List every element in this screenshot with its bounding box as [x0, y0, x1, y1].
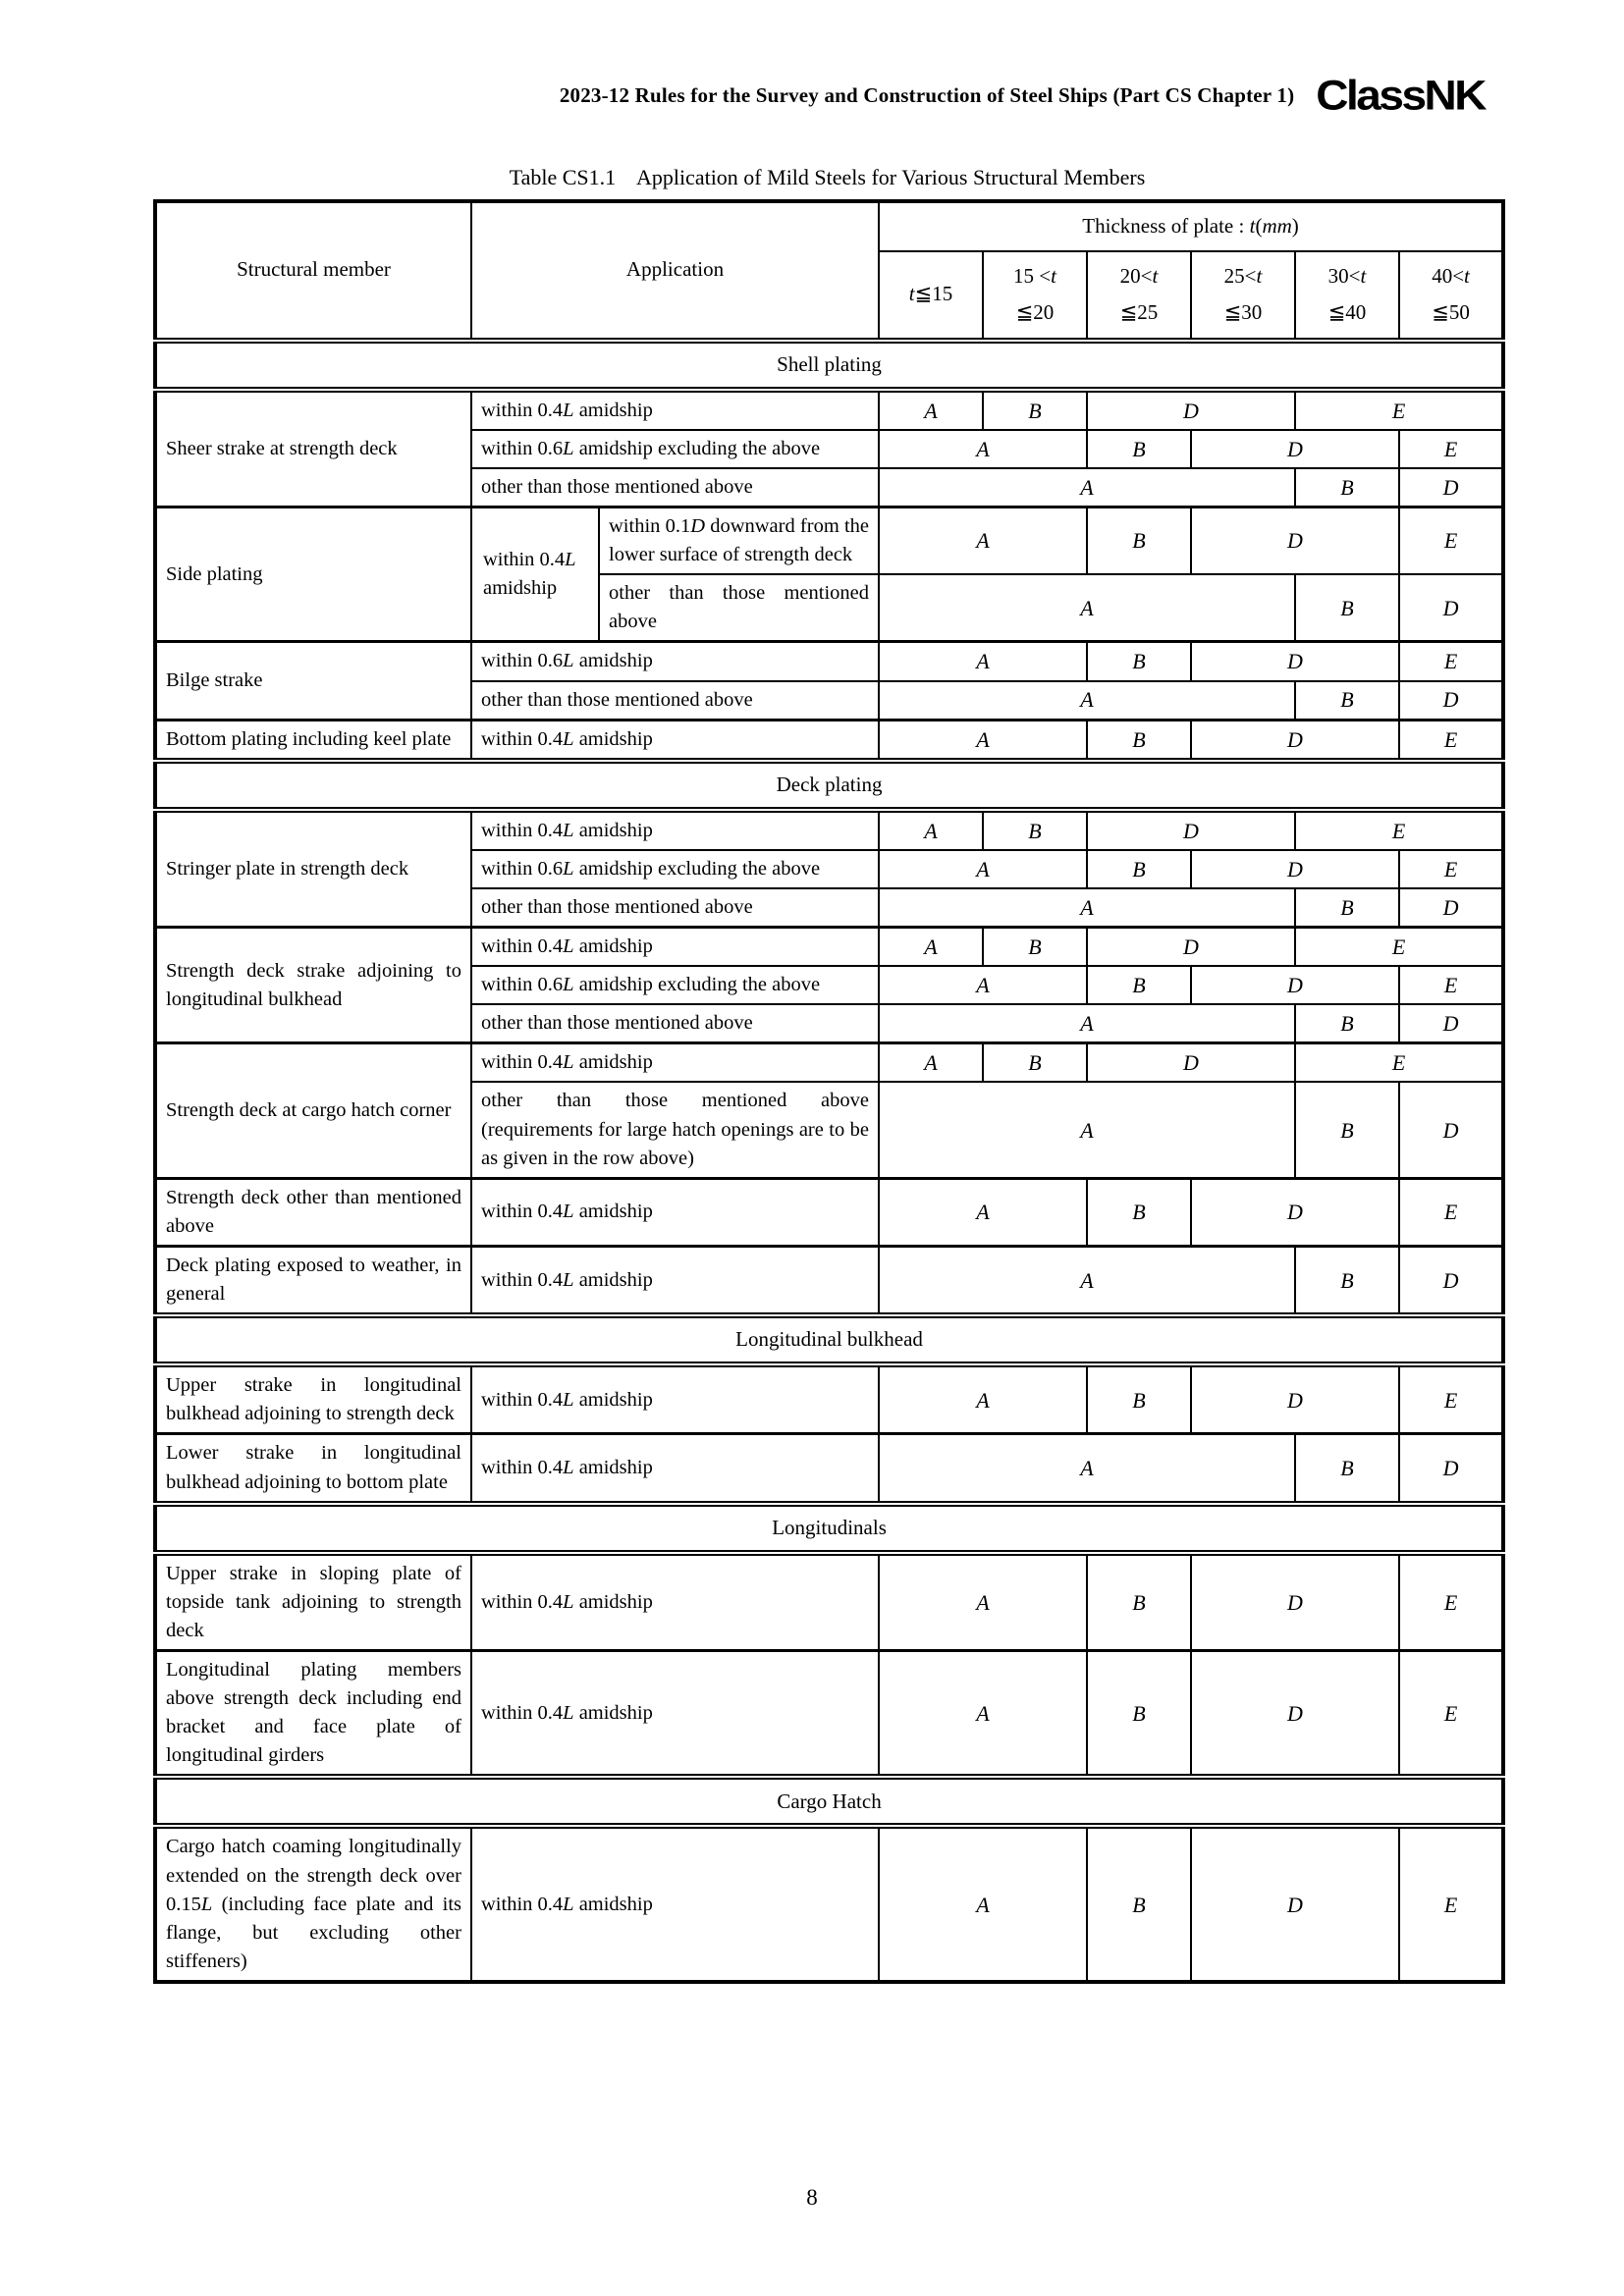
structural-member-cell: Side plating — [155, 507, 471, 641]
grade-cell: B — [1295, 888, 1399, 928]
grade-cell: D — [1399, 681, 1503, 721]
application-cell: within 0.1D downward from the lower surface of strength deck — [599, 507, 879, 574]
grade-cell: B — [1295, 1082, 1399, 1178]
application-cell: within 0.4L amidship — [471, 1043, 879, 1083]
application-cell: within 0.4L amidship — [471, 1553, 879, 1651]
grade-cell: A — [879, 888, 1295, 928]
grade-cell: D — [1191, 430, 1399, 468]
col-header-thickness-range: 25<t ≦30 — [1191, 251, 1295, 341]
grade-cell: B — [1087, 1553, 1191, 1651]
table-row — [155, 1043, 1503, 1083]
grade-cell: E — [1399, 966, 1503, 1004]
grade-cell: A — [879, 1434, 1295, 1504]
application-cell: within 0.6L amidship excluding the above — [471, 966, 879, 1004]
grade-cell: A — [879, 1364, 1087, 1434]
grade-cell: B — [983, 810, 1087, 850]
section-header: Shell plating — [155, 341, 1503, 390]
grade-cell: A — [879, 1826, 1087, 1982]
grade-cell: B — [1295, 1434, 1399, 1504]
grade-cell: D — [1399, 1004, 1503, 1043]
structural-member-cell: Bilge strake — [155, 642, 471, 720]
table-row — [155, 1364, 1503, 1434]
grade-cell: B — [983, 1043, 1087, 1083]
grade-cell: A — [879, 507, 1087, 574]
table-row — [155, 928, 1503, 967]
grade-cell: E — [1399, 1364, 1503, 1434]
grade-cell: A — [879, 642, 1087, 681]
grade-cell: B — [1087, 966, 1191, 1004]
table-row — [155, 390, 1503, 430]
grade-cell: A — [879, 810, 983, 850]
grade-cell: B — [1295, 681, 1399, 721]
grade-cell: D — [1399, 1434, 1503, 1504]
table-row — [155, 1651, 1503, 1778]
grade-cell: E — [1295, 390, 1503, 430]
section-header: Deck plating — [155, 761, 1503, 810]
table-row — [155, 642, 1503, 681]
grade-cell: B — [1087, 720, 1191, 761]
structural-member-cell: Stringer plate in strength deck — [155, 810, 471, 928]
grade-cell: B — [1295, 574, 1399, 642]
grade-cell: B — [983, 390, 1087, 430]
application-cell: within 0.4L amidship — [471, 1247, 879, 1316]
col-header-thickness-range: 40<t ≦50 — [1399, 251, 1503, 341]
grade-cell: A — [879, 1247, 1295, 1316]
application-cell: within 0.4L amidship — [471, 1364, 879, 1434]
grade-cell: D — [1399, 888, 1503, 928]
grade-cell: A — [879, 681, 1295, 721]
col-header-thickness-range: 30<t ≦40 — [1295, 251, 1399, 341]
grade-cell: B — [983, 928, 1087, 967]
page-number: 8 — [806, 2185, 818, 2210]
section-band-row — [155, 1777, 1503, 1826]
grade-cell: A — [879, 1651, 1087, 1778]
structural-member-cell: Upper strake in longitudinal bulkhead adjoining to strength deck — [155, 1364, 471, 1434]
table-row — [155, 1178, 1503, 1246]
application-cell: within 0.4L amidship — [471, 1434, 879, 1504]
table-title: Table CS1.1 Application of Mild Steels for Various Structural Members — [509, 165, 1146, 189]
grade-cell: E — [1295, 1043, 1503, 1083]
application-cell: within 0.4L amidship — [471, 390, 879, 430]
table-row — [155, 1553, 1503, 1651]
application-cell: within 0.6L amidship excluding the above — [471, 430, 879, 468]
grade-cell: A — [879, 1043, 983, 1083]
grade-cell: A — [879, 720, 1087, 761]
application-cell: other than those mentioned above — [471, 888, 879, 928]
grade-cell: E — [1399, 1826, 1503, 1982]
grade-cell: D — [1087, 1043, 1295, 1083]
grade-cell: B — [1087, 642, 1191, 681]
grade-cell: D — [1191, 1178, 1399, 1246]
grade-cell: A — [879, 1178, 1087, 1246]
grade-cell: E — [1399, 507, 1503, 574]
grade-cell: B — [1295, 1247, 1399, 1316]
grade-cell: D — [1399, 1247, 1503, 1316]
grade-cell: D — [1191, 1553, 1399, 1651]
grade-cell: A — [879, 850, 1087, 888]
grade-cell: B — [1295, 1004, 1399, 1043]
application-cell: within 0.6L amidship excluding the above — [471, 850, 879, 888]
grade-cell: D — [1191, 966, 1399, 1004]
application-cell: other than those mentioned above — [471, 468, 879, 507]
grade-cell: B — [1087, 1178, 1191, 1246]
section-band-row — [155, 1315, 1503, 1364]
grade-cell: A — [879, 468, 1295, 507]
table-row — [155, 1434, 1503, 1504]
application-cell: within 0.4L amidship — [471, 1826, 879, 1982]
grade-cell: D — [1191, 1826, 1399, 1982]
grade-cell: D — [1191, 1364, 1399, 1434]
grade-cell: E — [1399, 642, 1503, 681]
application-cell: within 0.4L amidship — [471, 1178, 879, 1246]
structural-member-cell: Strength deck at cargo hatch corner — [155, 1043, 471, 1178]
grade-cell: A — [879, 430, 1087, 468]
table-row — [155, 1247, 1503, 1316]
grade-cell: D — [1191, 1651, 1399, 1778]
col-header-application: Application — [471, 201, 879, 341]
application-cell: other than those mentioned above — [471, 1004, 879, 1043]
section-band-row — [155, 341, 1503, 390]
grade-cell: D — [1087, 390, 1295, 430]
structural-member-cell: Strength deck strake adjoining to longitudinal bulkhead — [155, 928, 471, 1043]
grade-cell: E — [1399, 1651, 1503, 1778]
grade-cell: D — [1191, 850, 1399, 888]
grade-cell: D — [1399, 574, 1503, 642]
classnk-logo: ClassNK — [1316, 72, 1485, 119]
section-band-row — [155, 761, 1503, 810]
grade-cell: A — [879, 928, 983, 967]
section-header: Longitudinal bulkhead — [155, 1315, 1503, 1364]
table-row — [155, 1826, 1503, 1982]
structural-member-cell: Lower strake in longitudinal bulkhead adjoining to bottom plate — [155, 1434, 471, 1504]
application-cell: other than those mentioned above (requirements for large hatch openings are to be as given in the row above) — [471, 1082, 879, 1178]
grade-cell: D — [1087, 810, 1295, 850]
col-header-thickness-range: 15 <t ≦20 — [983, 251, 1087, 341]
grade-cell: A — [879, 1082, 1295, 1178]
grade-cell: A — [879, 966, 1087, 1004]
grade-cell: A — [879, 574, 1295, 642]
grade-cell: E — [1399, 1553, 1503, 1651]
application-cell: within 0.4L amidship — [471, 1651, 879, 1778]
application-cell: other than those mentioned above — [599, 574, 879, 642]
application-cell: within 0.4L amidship — [471, 810, 879, 850]
structural-member-cell: Deck plating exposed to weather, in general — [155, 1247, 471, 1316]
structural-member-cell: Longitudinal plating members above strength deck including end bracket and face plate of longitudinal girders — [155, 1651, 471, 1778]
grade-cell: B — [1087, 507, 1191, 574]
col-header-thickness-range: t≦15 — [879, 251, 983, 341]
col-header-structural-member: Structural member — [155, 201, 471, 341]
mild-steel-application-table — [153, 199, 1505, 1984]
grade-cell: D — [1191, 642, 1399, 681]
application-cell: other than those mentioned above — [471, 681, 879, 721]
grade-cell: B — [1087, 850, 1191, 888]
grade-cell: B — [1087, 1826, 1191, 1982]
grade-cell: E — [1399, 430, 1503, 468]
header-row-main — [155, 201, 1503, 251]
section-header: Cargo Hatch — [155, 1777, 1503, 1826]
structural-member-cell: Strength deck other than mentioned above — [155, 1178, 471, 1246]
table-row — [155, 720, 1503, 761]
grade-cell: E — [1295, 928, 1503, 967]
application-cell: within 0.4L amidship — [471, 720, 879, 761]
grade-cell: B — [1087, 430, 1191, 468]
rules-header-text: 2023-12 Rules for the Survey and Construction of Steel Ships (Part CS Chapter 1) — [559, 82, 1295, 107]
table-row — [155, 507, 1503, 574]
grade-cell: B — [1087, 1651, 1191, 1778]
structural-member-cell: Upper strake in sloping plate of topside tank adjoining to strength deck — [155, 1553, 471, 1651]
grade-cell: E — [1399, 1178, 1503, 1246]
grade-cell: A — [879, 1553, 1087, 1651]
grade-cell: E — [1295, 810, 1503, 850]
grade-cell: A — [879, 390, 983, 430]
grade-cell: E — [1399, 850, 1503, 888]
grade-cell: D — [1087, 928, 1295, 967]
grade-cell: D — [1399, 1082, 1503, 1178]
document-header — [0, 73, 1485, 118]
grade-cell: D — [1399, 468, 1503, 507]
application-cell: within 0.6L amidship — [471, 642, 879, 681]
structural-member-cell: Bottom plating including keel plate — [155, 720, 471, 761]
grade-cell: A — [879, 1004, 1295, 1043]
grade-cell: D — [1191, 720, 1399, 761]
grade-cell: B — [1087, 1364, 1191, 1434]
grade-cell: B — [1295, 468, 1399, 507]
section-header: Longitudinals — [155, 1504, 1503, 1553]
col-header-thickness-title: Thickness of plate : t(mm) — [879, 201, 1503, 251]
section-band-row — [155, 1504, 1503, 1553]
grade-cell: E — [1399, 720, 1503, 761]
grade-cell: D — [1191, 507, 1399, 574]
structural-member-cell: Cargo hatch coaming longitudinally extended on the strength deck over 0.15L (including face plate and its flange, but excluding other stiffeners) — [155, 1826, 471, 1982]
application-prefix-cell: within 0.4L amidship — [471, 507, 599, 641]
structural-member-cell: Sheer strake at strength deck — [155, 390, 471, 507]
col-header-thickness-range: 20<t ≦25 — [1087, 251, 1191, 341]
table-row — [155, 810, 1503, 850]
application-cell: within 0.4L amidship — [471, 928, 879, 967]
